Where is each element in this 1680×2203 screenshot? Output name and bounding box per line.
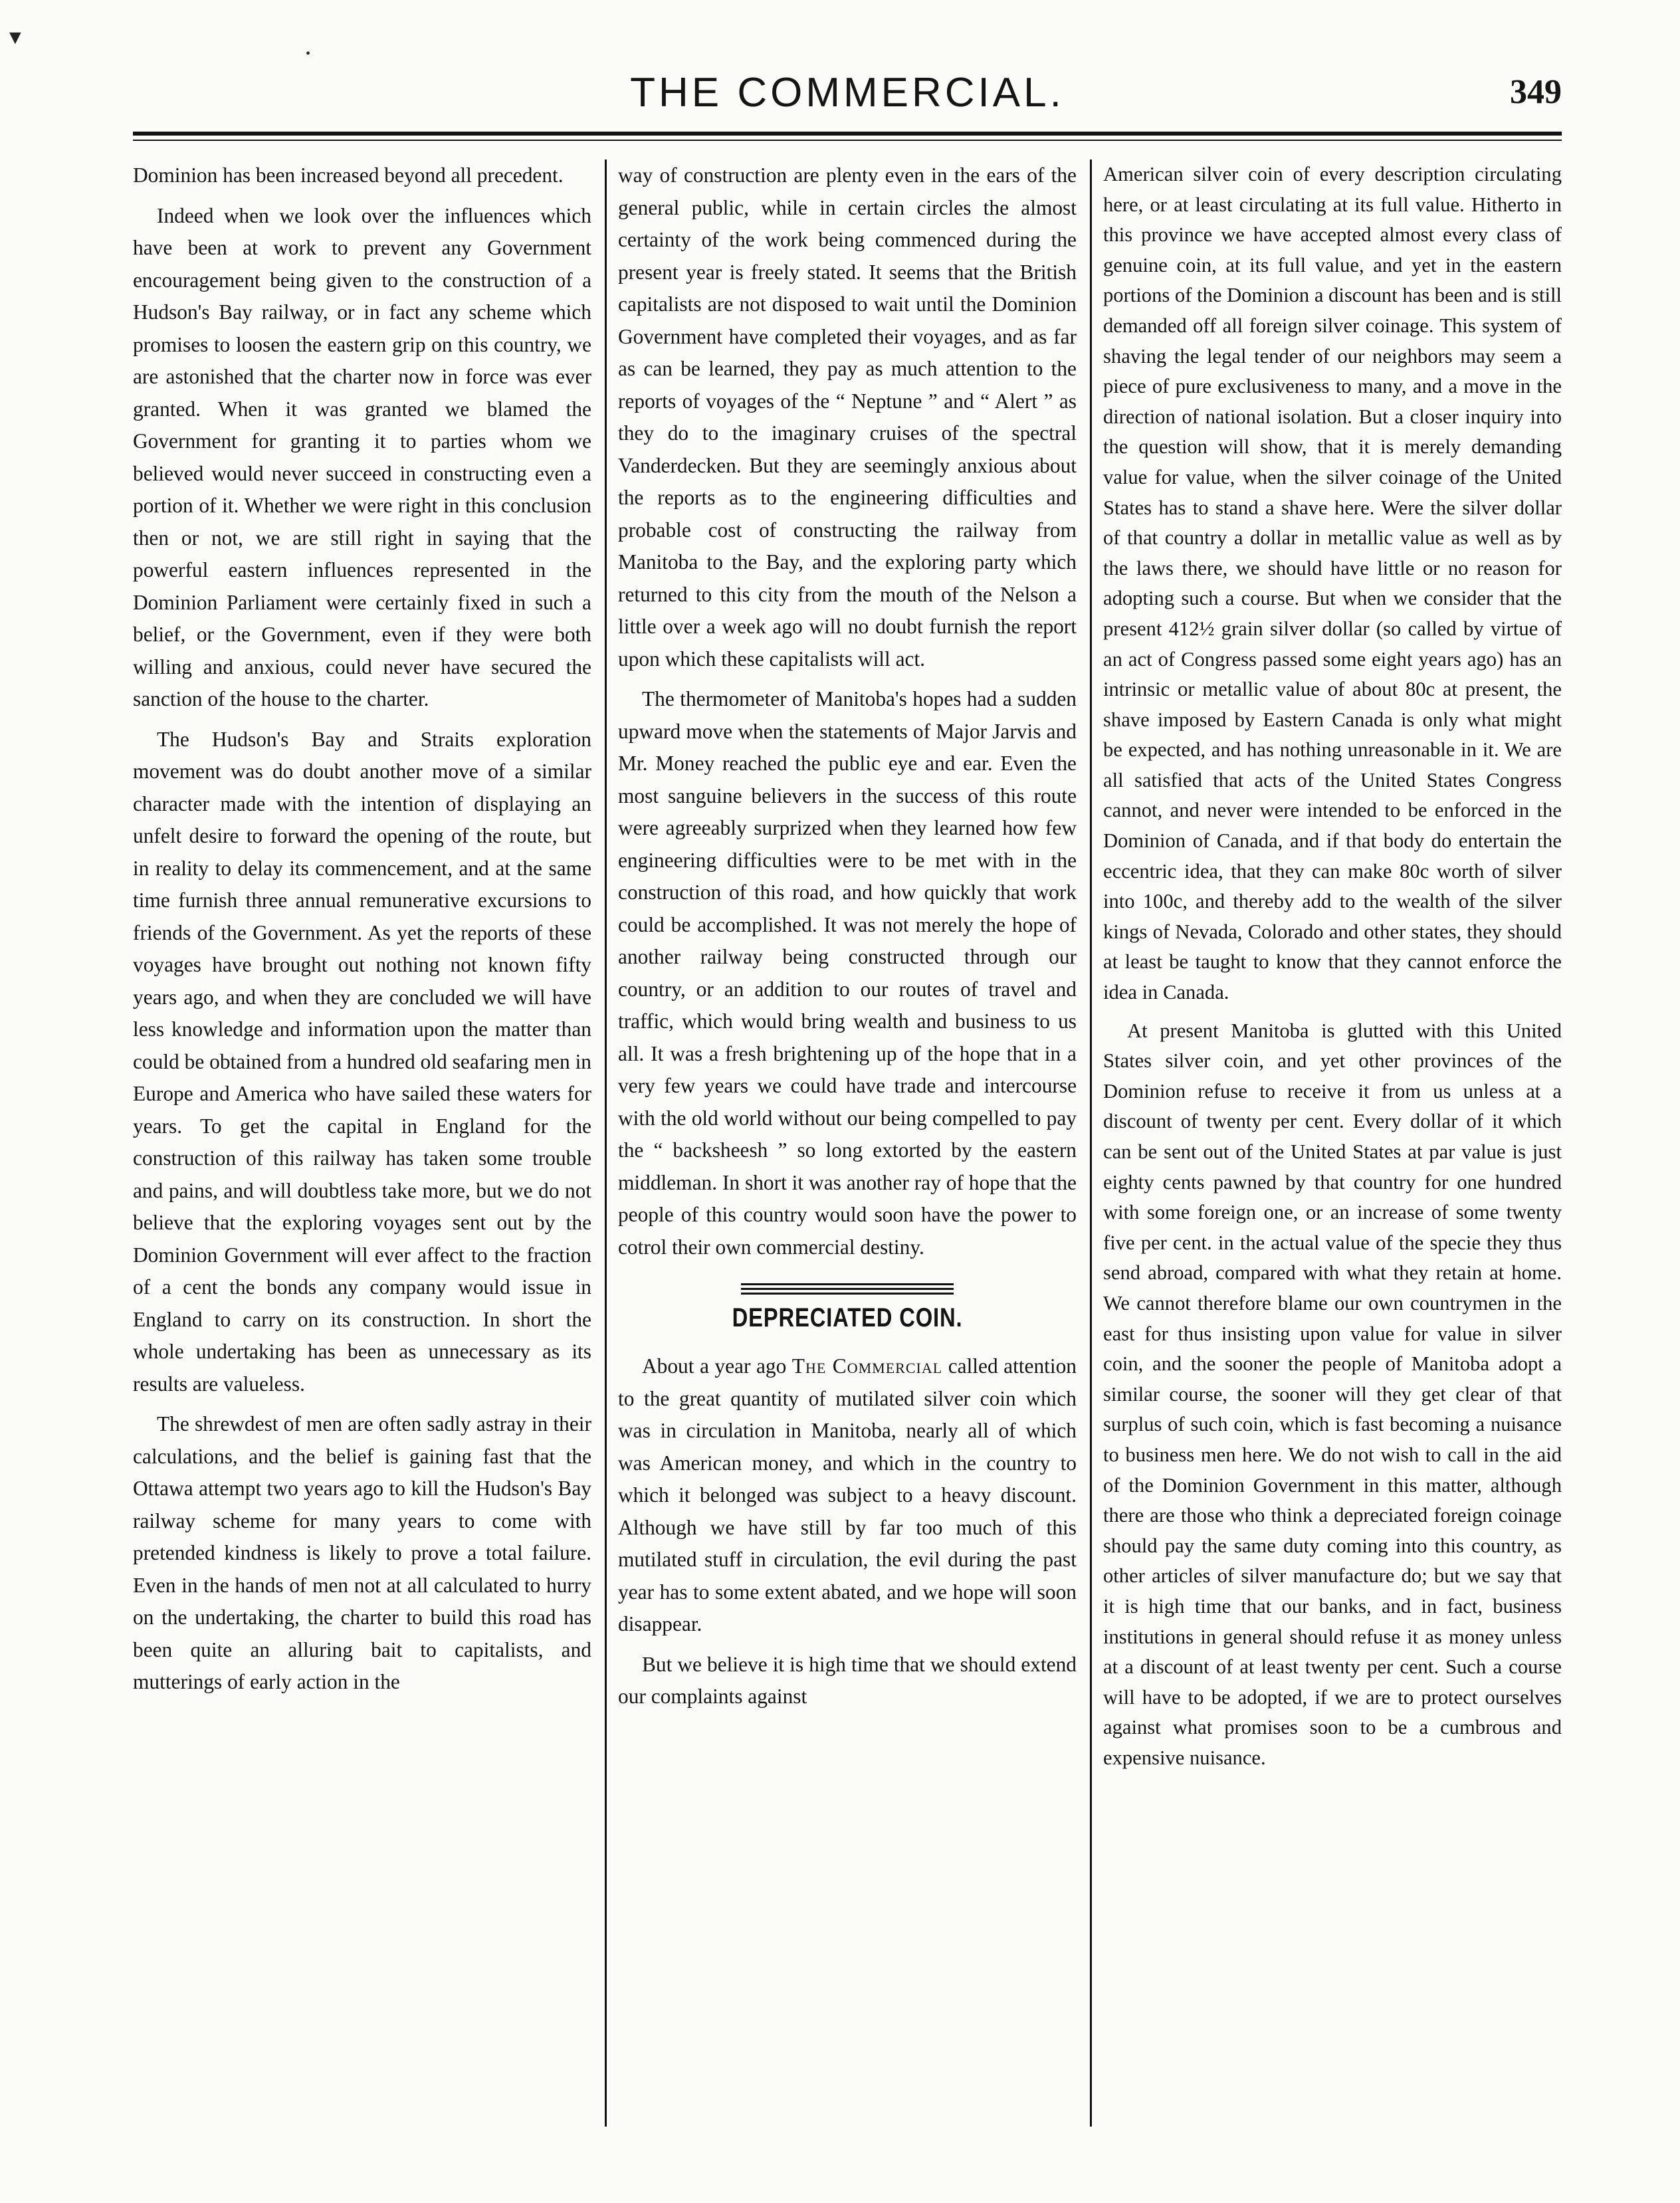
paragraph: The shrewdest of men are often sadly astray in their calculations, and the belief is gaining fast that the Ottawa attempt two years ago to kill the Hudson's Bay railway scheme for many years to come with pretended kindness is likely to prove a total failure. Even in the hands of men not at all calculated to hurry on the undertaking, the charter to build this road has been quite an alluring bait to capitalists, and mutterings of early action in the [133, 1412, 591, 1693]
paragraph: American silver coin of every description circulating here, or at least circulating at its full value. Hitherto in this province we have accepted almost every class of genuine coin, at its full value, and yet in the eastern portions of the Dominion a discount has been and is still demanded off all foreign silver coinage. This system of shaving the legal tender of our neighbors may seem a piece of pure exclusiveness to many, and a move in the direction of national isolation. But a closer inquiry into the question will show, that it is merely demanding value for value, when the silver coinage of the United States has to stand a shave here. Were the silver dollar of that country a dollar in metallic value as well as by the laws there, we should have little or no reason for adopting such a course. But when we consider that the present 412½ grain silver dollar (so called by virtue of an act of Congress passed some eight years ago) has an intrinsic or metallic value of about 80c at present, the shave imposed by Eastern Canada is only what might be expected, and has nothing unreasonable in it. We are all satisfied that acts of the United States Congress cannot, and never were intended to be enforced in the Dominion of Canada, and if that body do entertain the eccentric idea, that they can make 80c worth of silver into 100c, and thereby add to the wealth of the silver kings of Nevada, Colorado and other states, they should at least be taught to know that they cannot enforce the idea in Canada. [1103, 163, 1562, 1004]
paragraph [618, 1350, 1077, 1641]
section-heading-block [618, 1283, 1077, 1336]
column-divider [605, 159, 607, 2127]
header-rule-thin [133, 140, 1562, 141]
column-divider [1090, 159, 1092, 2127]
paragraph: At present Manitoba is glutted with this United States silver coin, and yet other provinces of the Dominion refuse to receive it from us unless at a discount of twenty per cent. Every dollar of it which can be sent out of the United States at par value is just eighty cents pawned by that country for one hundred with some foreign one, or an increase of some twenty five per cent. in the actual value of the specie they thus send abroad, compared with what they retain at home. We cannot therefore blame our own countrymen in the east for thus insisting upon value for value in silver coin, and the sooner the people of Manitoba adopt a similar course, the sooner will they get clear of that surplus of such coin, which is fast becoming a nuisance to business men here. We do not wish to call in the aid of the Dominion Government in this matter, although there are those who think a depreciated foreign coinage should pay the same duty coming into this country, as other articles of silver manufacture do; but we say that it is high time that our banks, and in fact, business institutions in general should refuse it as money unless at a discount of at least twenty per cent. Such a course will have to be adopted, if we are to protect ourselves against what promises soon to be a cumbrous and expensive nuisance. [1103, 1019, 1562, 1769]
page-header [133, 66, 1562, 126]
paragraph: But we believe it is high time that we should extend our complaints against [618, 1652, 1077, 1708]
paragraph-lead: About a year ago [642, 1354, 787, 1378]
header-rule-thick [133, 132, 1562, 136]
section-heading: DEPRECIATED COIN. [732, 1303, 963, 1332]
heading-ornament-rule [741, 1283, 954, 1295]
column-1 [133, 159, 591, 2127]
page-number: 349 [1510, 73, 1562, 111]
paper-name: The Commercial [791, 1354, 943, 1378]
article-columns [133, 159, 1562, 2127]
corner-dot: • [306, 47, 311, 61]
corner-mark: ▼ [5, 27, 25, 49]
paragraph: The thermometer of Manitoba's hopes had a sudden upward move when the statements of Major Jarvis and Mr. Money reached the public eye and ear. Even the most sanguine believers in the success of this route were agreeably surprized when they learned how few engineering difficulties were to be met with in the construction of this road, and how quickly that work could be accomplished. It was not merely the hope of another railway being constructed through our country, or an addition to our routes of travel and traffic, which would bring wealth and business to us all. It was a fresh brightening up of the hope that in a very few years we could have trade and intercourse with the old world without our being compelled to pay the “ backsheesh ” so long extorted by the eastern middleman. In short it was another ray of hope that the people of this country would soon have the power to cotrol their own commercial destiny. [618, 687, 1077, 1259]
masthead-title: THE COMMERCIAL. [630, 70, 1065, 116]
paragraph-text: called attention to the great quantity of mutilated silver coin which was in circulation in Manitoba, nearly all of which was American money, and which in the country to which it belonged was subject to a heavy discount. Although we have still by far too much of this mutilated stuff in circulation, the evil during the past year has to some extent abated, and we hope will soon disappear. [618, 1354, 1077, 1635]
paragraph: The Hudson's Bay and Straits exploration movement was do doubt another move of a similar character made with the intention of displaying an unfelt desire to forward the opening of the route, but in reality to delay its commencement, and at the same time furnish three annual remunerative excursions to friends of the Government. As yet the reports of these voyages have brought out nothing not known fifty years ago, and when they are concluded we will have less knowledge and information upon the matter than could be obtained from a hundred old seafaring men in Europe and America who have sailed these waters for years. To get the capital in England for the construction of this railway has taken some trouble and pains, and will doubtless take more, but we do not believe that the exploring voyages sent out by the Dominion Government will ever affect to the fraction of a cent the bonds any company would issue in England to carry on its construction. In short the whole undertaking has been as unnecessary as its results are valueless. [133, 727, 591, 1396]
column-2 [618, 159, 1077, 2127]
paragraph: Dominion has been increased beyond all precedent. [133, 163, 564, 187]
paragraph: Indeed when we look over the influences which have been at work to prevent any Government encouragement being given to the construction of a Hudson's Bay railway, or in fact any scheme which promises to loosen the eastern grip on this country, we are astonished that the charter now in force was ever granted. When it was granted we blamed the Government for granting it to parties whom we believed would never succeed in constructing even a portion of it. Whether we were right in this conclusion then or not, we are still right in saying that the powerful eastern influences represented in the Dominion Parliament were certainly fixed in such a belief, or the Government, even if they were both willing and anxious, could never have secured the sanction of the house to the charter. [133, 203, 591, 710]
paragraph: way of construction are plenty even in the ears of the general public, while in certain circles the almost certainty of the work being commenced during the present year is freely stated. It seems that the British capitalists are not disposed to wait until the Dominion Government have completed their voyages, and as far as can be learned, they pay as much attention to the reports of voyages of the “ Neptune ” and “ Alert ” as they do to the imaginary cruises of the spectral Vanderdecken. But they are seemingly anxious about the reports as to the engineering difficulties and probable cost of constructing the railway from Manitoba to the Bay, and the exploring party which returned to this city from the mouth of the Nelson a little over a week ago will no doubt furnish the report upon which these capitalists will act. [618, 163, 1077, 671]
column-3 [1103, 159, 1562, 2127]
